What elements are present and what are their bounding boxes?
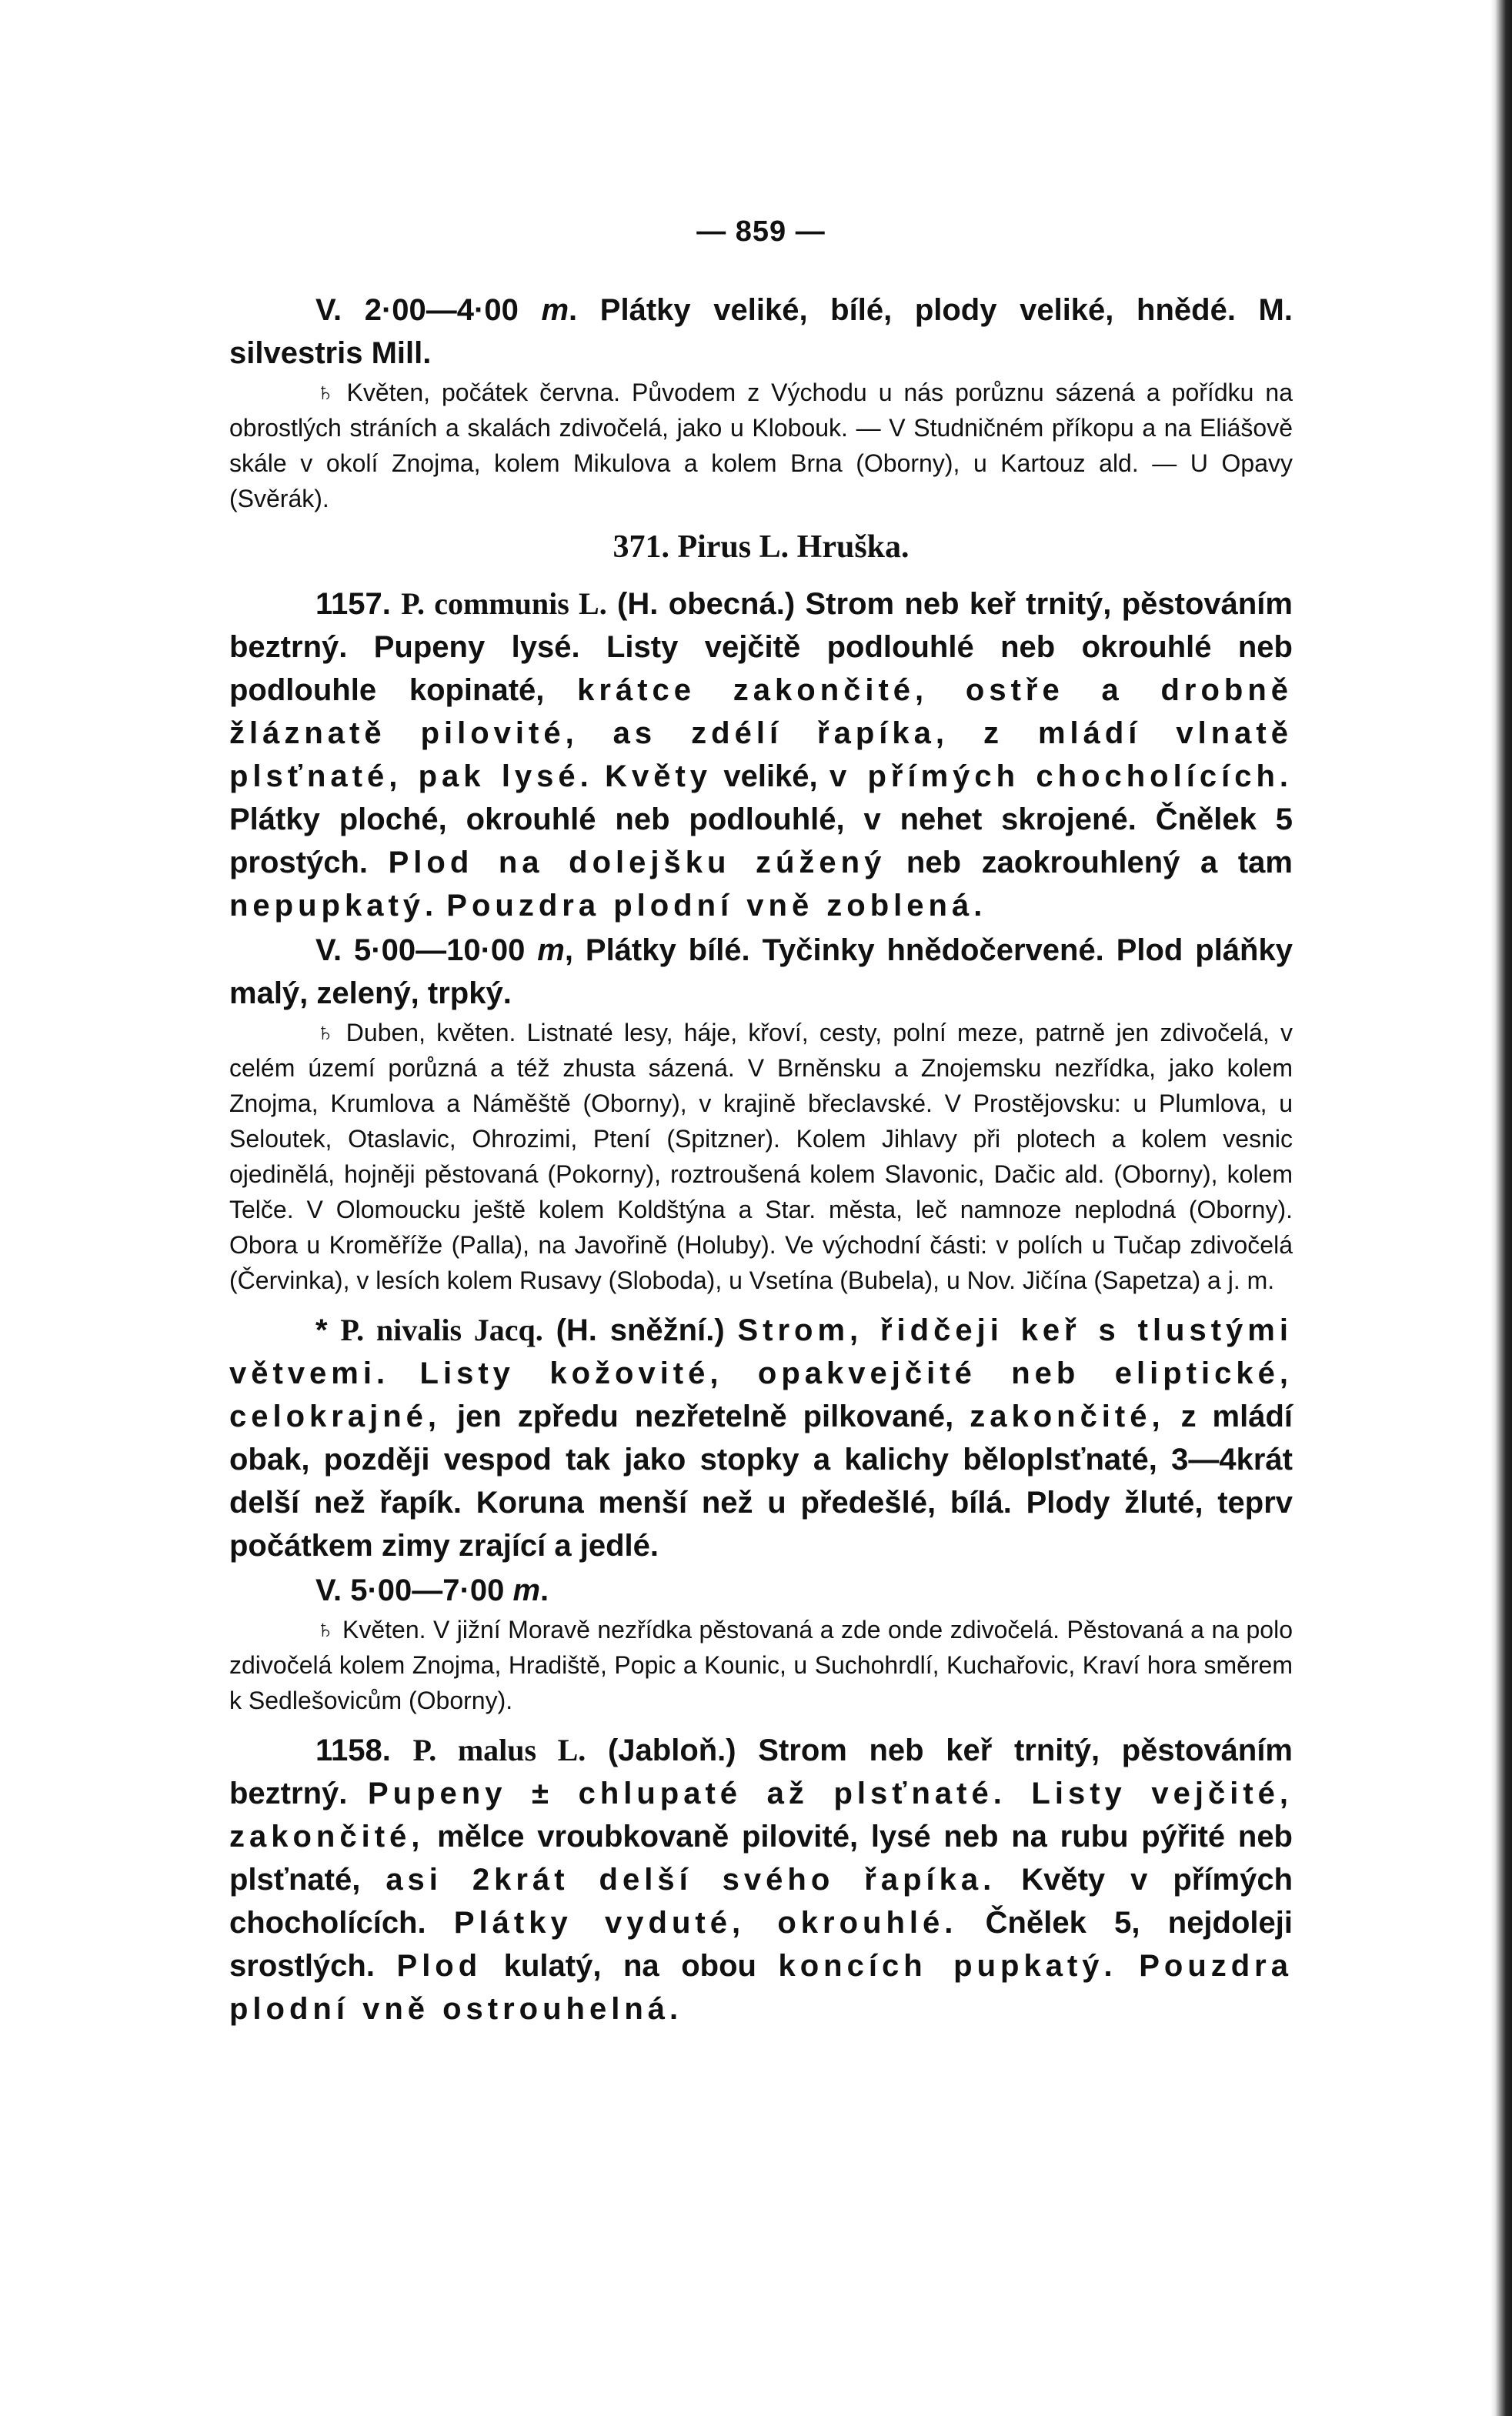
chars-range: V. 2·00—4·00 — [315, 293, 542, 327]
spaced-text-run: Plátky vyduté, okrouhlé. — [453, 1906, 958, 1940]
species-name: P. nivalis Jacq. — [340, 1313, 543, 1347]
text-run: kulatý, na obou — [482, 1949, 779, 1983]
chars-range: V. 5·00—7·00 — [315, 1573, 513, 1607]
prev-entry-characters — [229, 289, 1293, 375]
species-nivalis-characters — [229, 1569, 1293, 1612]
chars-text: . — [540, 1573, 549, 1607]
spaced-text-run: Pupeny ± chlupaté až plsťnaté. Listy vejčité, zakončité, — [229, 1777, 1293, 1854]
spaced-text-run: Pouzdra plodní vně zoblená. — [446, 889, 987, 923]
shrub-symbol-icon: ♄ — [315, 378, 335, 407]
text-run: jen zpředu nezřetelně pilkované, — [441, 1400, 970, 1433]
page-edge-shadow — [1490, 0, 1512, 2416]
text-run: mělce vroubkovaně pilovité, lysé neb na rubu pýřité neb plsťnaté, — [229, 1820, 1293, 1897]
spaced-text-run: asi 2krát delší svého řapíka. — [386, 1863, 996, 1897]
distribution-text: Duben, květen. Listnaté lesy, háje, křoví, cesty, polní meze, patrně jen zdivočelá, v celém území porůzná a též zhusta sázená. V Brněnsku a Znojemsku nezřídka, jako kolem Znojma, Krumlova a Náměště (Oborny), v krajině břeclavské. V Prostějovsku: u Plumlova, u Seloutek, Otaslavic, Ohrozimi, Ptení (Spitzner). Kolem Jihlavy při plotech a kolem vesnic ojedinělá, hojněji pěstovaná (Pokorny), roztroušená kolem Slavonic, Dačic ald. (Oborny), kolem Telče. V Olomoucku ještě kolem Koldštýna a Star. města, leč namnoze neplodná (Oborny). Obora u Kroměříže (Palla), na Javořině (Holuby). Ve východní části: v polích u Tučap zdivočelá (Červinka), v lesích kolem Rusavy (Sloboda), u Vsetína (Bubela), u Nov. Jičína (Sapetza) a j. m. — [229, 1019, 1293, 1294]
chars-unit: m — [537, 933, 565, 967]
spaced-text-run: Plod na dolejšku zúžený — [388, 846, 886, 879]
text-run — [438, 889, 446, 923]
spaced-text-run: Plod — [396, 1949, 482, 1983]
spaced-text-run: Květy — [605, 759, 713, 793]
species-nivalis-description — [229, 1309, 1293, 1567]
prev-entry-distribution — [229, 375, 1293, 516]
text-run — [593, 759, 605, 793]
chars-range: V. 5·00—10·00 — [315, 933, 538, 967]
text-run: Plátky ploché, okrouhlé neb podlouhlé, v nehet skrojené. Čnělek 5 prostých. — [229, 803, 1293, 879]
spaced-text-run: Strom, řidčeji keř s tlustými větvemi. — [229, 1313, 1293, 1390]
species-nivalis-distribution — [229, 1612, 1293, 1718]
spaced-text-run: v přímých chocholících. — [829, 759, 1293, 793]
shrub-symbol-icon: ♄ — [315, 1018, 335, 1047]
text-run: z mládí obak, později vespod tak jako stopky a kalichy běloplsťnaté, 3—4krát delší než řapík. Koruna menší než u předešlé, bílá. Plody žluté, teprv počátkem zimy zrající a jedlé. — [229, 1400, 1293, 1563]
distribution-text: Květen, počátek června. Původem z Východu u nás porůznu sázená a pořídku na obrostlých stráních a skalách zdivočelá, jako u Klobouk. — V Studničném příkopu a na Eliášově skále v okolí Znojma, kolem Mikulova a kolem Brna (Oborny), u Kartouz ald. — U Opavy (Svěrák). — [229, 379, 1293, 512]
species-1158-description — [229, 1729, 1293, 2031]
species-1157-distribution — [229, 1015, 1293, 1298]
genus-heading: 371. Pirus L. Hruška. — [612, 529, 910, 565]
text-run: neb zaokrouhlený a tam — [886, 846, 1293, 879]
species-1157-description — [229, 582, 1293, 927]
chars-unit: m — [512, 1573, 541, 1607]
spaced-text-run: krátce zakončité, ostře a drobně žláznatě pilovité, as zdélí řapíka, z mládí vlnatě plsťnaté, pak lysé. — [229, 673, 1293, 793]
species-1157-characters — [229, 929, 1293, 1015]
text-run: (Jabloň.) Strom neb keř trnitý, pěstováním beztrný. — [229, 1734, 1293, 1810]
page-number: — 859 — — [696, 215, 826, 248]
species-name: P. malus L. — [412, 1733, 586, 1767]
spaced-text-run: koncích pupkatý. — [778, 1949, 1117, 1983]
spaced-text-run: Pouzdra plodní vně ostrouhelná. — [229, 1949, 1293, 2026]
spaced-text-run: zakončité, — [970, 1400, 1165, 1433]
spaced-text-run: Listy kožovité, opakvejčité neb eliptické, celokrajné, — [229, 1356, 1293, 1433]
text-run: (H. sněžní.) — [542, 1313, 738, 1347]
introduced-marker: * — [315, 1313, 341, 1347]
species-number: 1157. — [315, 587, 391, 621]
text-run: Květy v přímých chocholících. — [229, 1863, 1293, 1940]
text-run: (H. obecná.) Strom neb keř trnitý, pěstováním beztrný. Pupeny lysé. Listy vejčitě podlouhlé neb okrouhlé neb podlouhle kopinaté, — [229, 587, 1293, 707]
text-run — [389, 1356, 419, 1390]
chars-text: . Plátky veliké, bílé, plody veliké, hnědé. M. silvestris Mill. — [229, 293, 1293, 370]
text-run: Čnělek 5, nejdoleji srostlých. — [229, 1906, 1293, 1983]
shrub-symbol-icon: ♄ — [315, 1615, 335, 1644]
text-run — [1117, 1949, 1140, 1983]
spaced-text-run: nepupkatý. — [229, 889, 439, 923]
book-page — [229, 215, 1293, 2031]
species-name: P. communis L. — [401, 586, 607, 621]
species-number: 1158. — [315, 1734, 391, 1767]
distribution-text: Květen. V jižní Moravě nezřídka pěstovaná a zde onde zdivočelá. Pěstovaná a na polo zdivočelá kolem Znojma, Hradiště, Popic a Kounic, u Suchohrdlí, Kuchařovic, Kraví hora směrem k Sedlešovicům (Oborny). — [229, 1616, 1293, 1714]
text-run: veliké, — [712, 759, 829, 793]
chars-unit: m — [541, 293, 569, 327]
chars-text: , Plátky bílé. Tyčinky hnědočervené. Plod pláňky malý, zelený, trpký. — [229, 933, 1293, 1010]
